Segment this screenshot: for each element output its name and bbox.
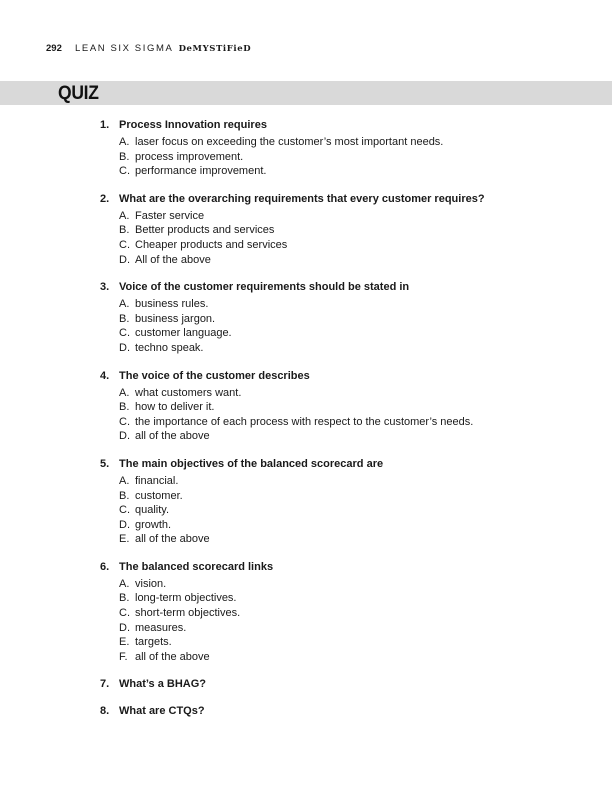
option-letter: B. — [119, 592, 130, 605]
option-text: short-term objectives. — [135, 607, 241, 620]
question-text: The voice of the customer describes — [119, 369, 310, 382]
question-heading — [100, 677, 600, 691]
option-letter: B. — [119, 401, 130, 414]
question-heading — [100, 704, 600, 718]
option-text: quality. — [135, 504, 170, 517]
question-number: 5. — [100, 457, 110, 470]
answer-option — [100, 591, 600, 606]
option-letter: C. — [119, 415, 130, 428]
option-letter: F. — [119, 650, 128, 663]
question-text: Process Innovation requires — [119, 119, 267, 131]
option-text: Better products and services — [135, 224, 275, 237]
question-text: What’s a BHAG? — [119, 678, 206, 691]
question-item — [100, 280, 600, 355]
question-item — [100, 677, 600, 691]
answer-option — [100, 238, 600, 253]
answer-option — [100, 341, 600, 356]
answer-option — [100, 150, 600, 165]
option-letter: D. — [119, 253, 130, 266]
question-item — [100, 118, 600, 179]
option-letter: D. — [119, 341, 130, 354]
answer-option — [100, 635, 600, 650]
option-text: all of the above — [135, 430, 210, 443]
answer-options — [100, 297, 600, 355]
option-text: targets. — [135, 636, 172, 649]
question-number: 6. — [100, 560, 110, 573]
option-letter: B. — [119, 150, 130, 163]
answer-option — [100, 223, 600, 238]
question-text: What are the overarching requirements that every customer requires? — [119, 192, 485, 205]
question-text: What are CTQs? — [119, 705, 205, 718]
option-letter: C. — [119, 165, 130, 178]
answer-option — [100, 253, 600, 268]
question-item — [100, 704, 600, 718]
answer-option — [100, 621, 600, 636]
option-letter: E. — [119, 533, 130, 546]
option-letter: B. — [119, 224, 130, 237]
answer-option — [100, 326, 600, 341]
question-text: The balanced scorecard links — [119, 560, 274, 573]
option-text: financial. — [135, 474, 179, 487]
answer-option — [100, 209, 600, 224]
answer-option — [100, 164, 600, 179]
option-letter: D. — [119, 518, 130, 531]
option-text: all of the above — [135, 533, 210, 546]
answer-option — [100, 400, 600, 415]
answer-option — [100, 532, 600, 547]
option-text: business rules. — [135, 298, 209, 311]
question-item — [100, 560, 600, 665]
option-letter: A. — [119, 298, 130, 311]
question-number: 1. — [100, 119, 110, 131]
answer-option — [100, 429, 600, 444]
option-letter: A. — [119, 209, 130, 222]
option-text: Cheaper products and services — [135, 238, 288, 251]
answer-option — [100, 606, 600, 621]
option-letter: B. — [119, 312, 130, 325]
question-number: 2. — [100, 192, 110, 205]
option-text: customer. — [135, 489, 183, 502]
option-letter: E. — [119, 636, 130, 649]
question-number: 4. — [100, 369, 110, 382]
option-text: what customers want. — [135, 386, 242, 399]
question-heading — [100, 457, 600, 471]
question-heading — [100, 118, 600, 132]
option-letter: A. — [119, 474, 130, 487]
option-text: growth. — [135, 518, 172, 531]
option-text: long-term objectives. — [135, 592, 237, 605]
question-heading — [100, 560, 600, 574]
option-text: all of the above — [135, 650, 210, 663]
answer-options — [100, 209, 600, 267]
answer-options — [100, 386, 600, 444]
option-text: laser focus on exceeding the customer’s most important needs. — [135, 136, 444, 148]
question-number: 3. — [100, 281, 110, 294]
question-heading — [100, 280, 600, 294]
option-letter: A. — [119, 386, 130, 399]
option-letter: C. — [119, 327, 130, 340]
question-item — [100, 369, 600, 444]
answer-options — [100, 135, 600, 179]
option-letter: C. — [119, 607, 130, 620]
question-text: Voice of the customer requirements should be stated in — [119, 281, 410, 294]
question-item — [100, 192, 600, 267]
running-head — [46, 43, 251, 54]
question-heading — [100, 192, 600, 206]
series-title: LEAN SIX SIGMA — [75, 43, 174, 54]
answer-option — [100, 489, 600, 504]
answer-option — [100, 312, 600, 327]
answer-option — [100, 415, 600, 430]
answer-option — [100, 518, 600, 533]
answer-option — [100, 386, 600, 401]
answer-option — [100, 135, 600, 150]
option-letter: A. — [119, 136, 130, 148]
page-number: 292 — [46, 43, 62, 54]
question-heading — [100, 369, 600, 383]
option-text: process improvement. — [135, 150, 244, 163]
question-list — [100, 118, 600, 731]
option-letter: D. — [119, 621, 130, 634]
series-brand: DeMYSTiFieD — [178, 44, 252, 54]
answer-option — [100, 474, 600, 489]
answer-option — [100, 650, 600, 665]
option-text: techno speak. — [135, 341, 204, 354]
option-text: customer language. — [135, 327, 232, 340]
option-letter: A. — [119, 577, 130, 590]
option-text: the importance of each process with respect to the customer’s needs. — [135, 415, 474, 428]
question-number: 7. — [100, 678, 110, 691]
question-number: 8. — [100, 705, 110, 718]
option-text: All of the above — [135, 253, 211, 266]
option-letter: C. — [119, 238, 130, 251]
option-text: business jargon. — [135, 312, 216, 325]
option-letter: C. — [119, 504, 130, 517]
section-title: QUIZ — [58, 83, 99, 104]
question-item — [100, 457, 600, 547]
option-text: vision. — [135, 577, 167, 590]
answer-option — [100, 503, 600, 518]
answer-options — [100, 577, 600, 665]
option-letter: D. — [119, 430, 130, 443]
option-text: measures. — [135, 621, 187, 634]
option-text: performance improvement. — [135, 165, 267, 178]
answer-option — [100, 297, 600, 312]
option-text: how to deliver it. — [135, 401, 215, 414]
answer-options — [100, 474, 600, 547]
option-text: Faster service — [135, 209, 205, 222]
option-letter: B. — [119, 489, 130, 502]
answer-option — [100, 577, 600, 592]
question-text: The main objectives of the balanced scorecard are — [119, 457, 384, 470]
